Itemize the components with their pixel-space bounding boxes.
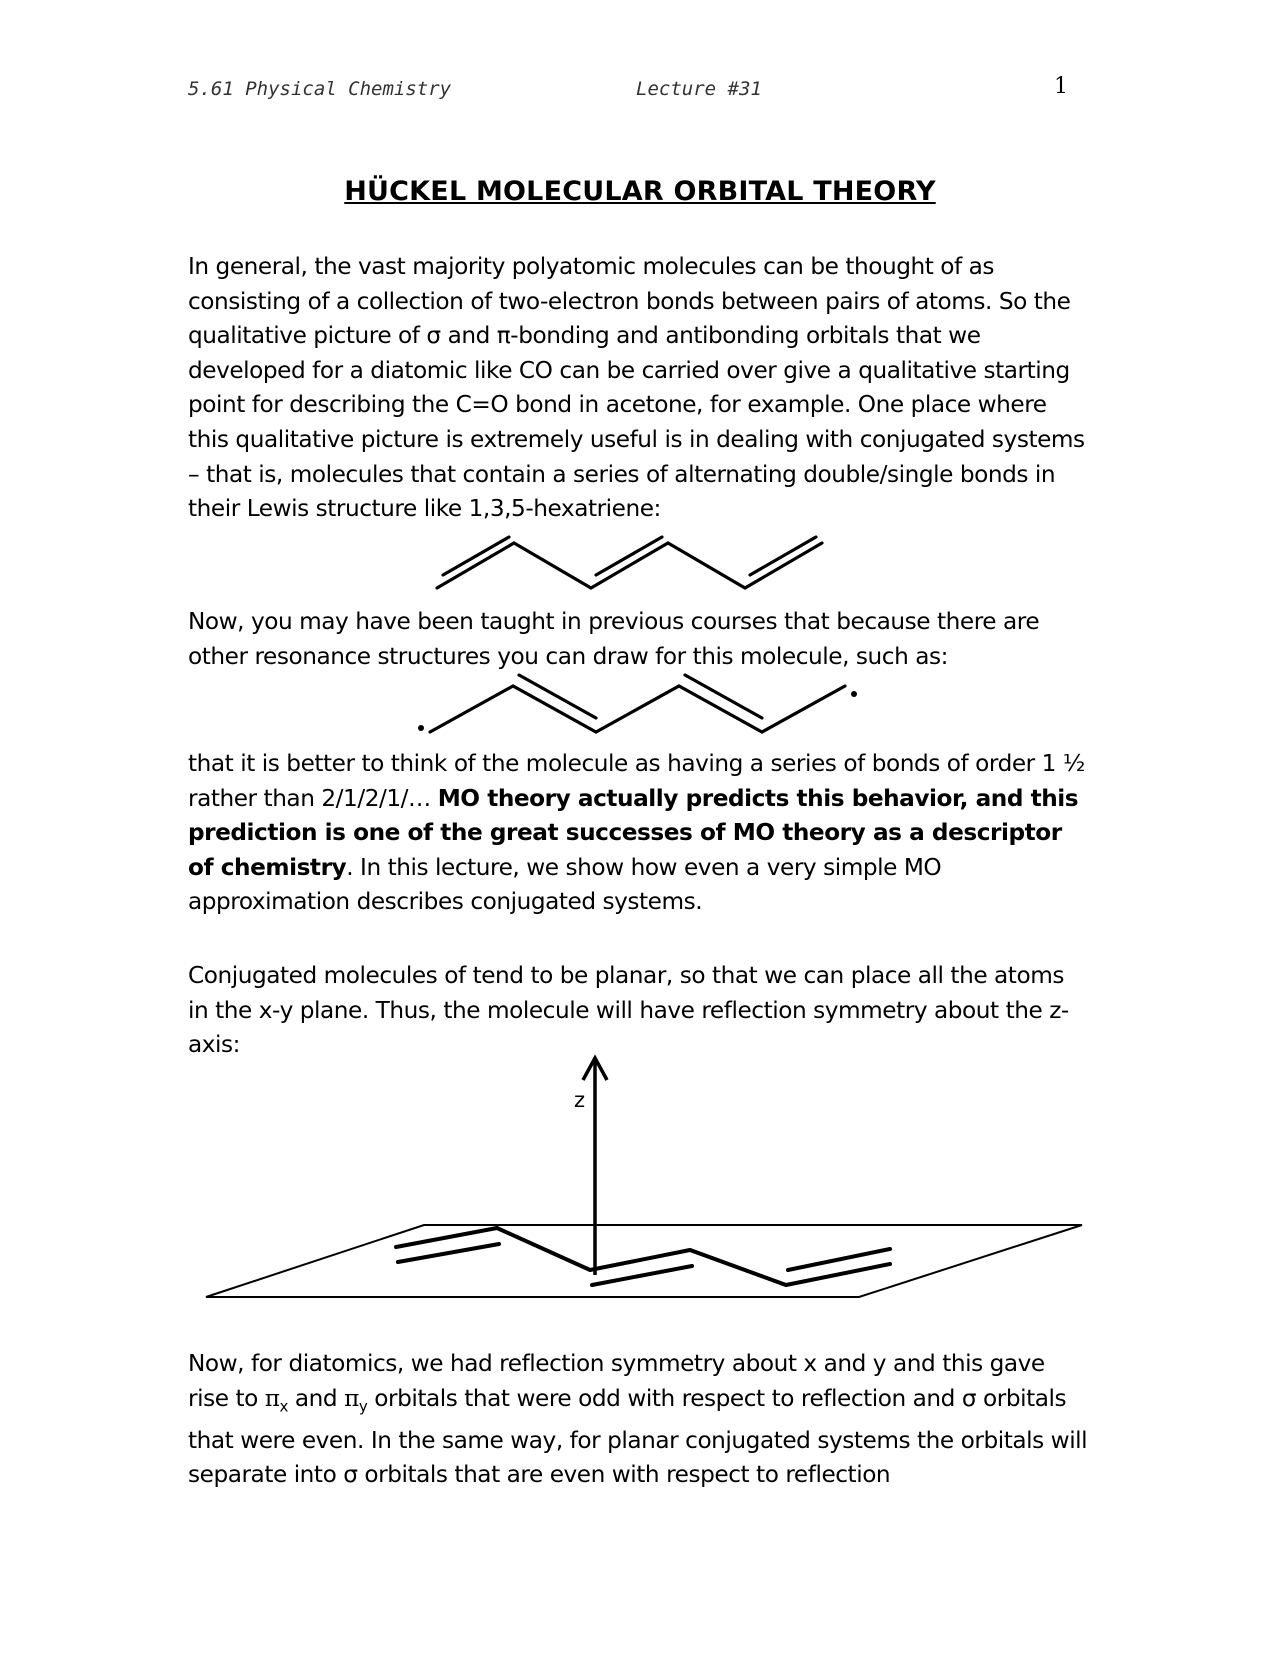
- symmetry-text-3: orbitals that were odd with respect to reflection and σ orbitals that were even. In the same way, for planar conjugated systems the orbitals will separate into σ orbitals that are even with respect to reflection: [188, 1384, 1088, 1489]
- planarity-paragraph: Conjugated molecules of tend to be planar, so that we can place all the atoms in the x-y plane. Thus, the molecule will have reflection symmetry about the z-axis:: [188, 962, 1069, 1059]
- double-bond-2: [596, 537, 662, 575]
- pi-symbol: π: [344, 1384, 359, 1412]
- subscript-x: x: [279, 1397, 288, 1416]
- symmetry-text-1: Now, for diatomics, we had reflection symmetry about x and y and this gave rise to: [188, 1350, 1045, 1412]
- resonance-paragraph: Now, you may have been taught in previous courses that because there are other resonance structures you can draw for this molecule, such as:: [188, 608, 1040, 670]
- z-axis-label: z: [574, 1088, 586, 1112]
- page-number: 1: [1054, 74, 1068, 99]
- symmetry-text-2: and: [287, 1384, 345, 1412]
- symmetry-paragraph: [188, 1347, 1088, 1493]
- mo-theory-bold-claim: MO theory actually predicts this behavior, and this prediction is one of the great successes of MO theory as a descriptor of chemistry: [188, 784, 1079, 881]
- mo-theory-text-end: . In this lecture, we show how even a very simple MO approximation describes conjugated systems.: [188, 853, 942, 916]
- planar-molecule: [396, 1228, 890, 1285]
- pi-symbol: π: [264, 1384, 280, 1412]
- hexatriene-structure: [437, 537, 822, 588]
- mo-theory-text-start: that it is better to think of the molecule as having a series of bonds of order 1 ½ rather than 2/1/2/1/…: [188, 750, 1085, 812]
- course-name: 5.61 Physical Chemistry: [188, 78, 452, 100]
- resonance-skeleton: [430, 686, 845, 732]
- double-bond-1: [443, 537, 509, 575]
- lecture-number: Lecture #31: [636, 78, 762, 100]
- mo-theory-paragraph: [188, 747, 1088, 920]
- subscript-y: y: [358, 1397, 368, 1416]
- intro-paragraph: In general, the vast majority polyatomic molecules can be thought of as consisting of a collection of two-electron bonds between pairs of atoms. So the qualitative picture of σ and π-bonding and antibonding orbitals that we developed for a diatomic like CO can be carried over give a qualitative starting point for describing the C=O bond in acetone, for example. One place where this qualitative picture is extremely useful is in dealing with conjugated systems – that is, molecules that contain a series of alternating double/single bonds in their Lewis structure like 1,3,5-hexatriene:: [188, 253, 1085, 523]
- radical-dot-right: [851, 691, 857, 697]
- radical-dot-left: [418, 725, 424, 731]
- resonance-structure: [430, 675, 845, 732]
- page-title: HÜCKEL MOLECULAR ORBITAL THEORY: [344, 176, 936, 207]
- double-bond-3: [750, 537, 816, 575]
